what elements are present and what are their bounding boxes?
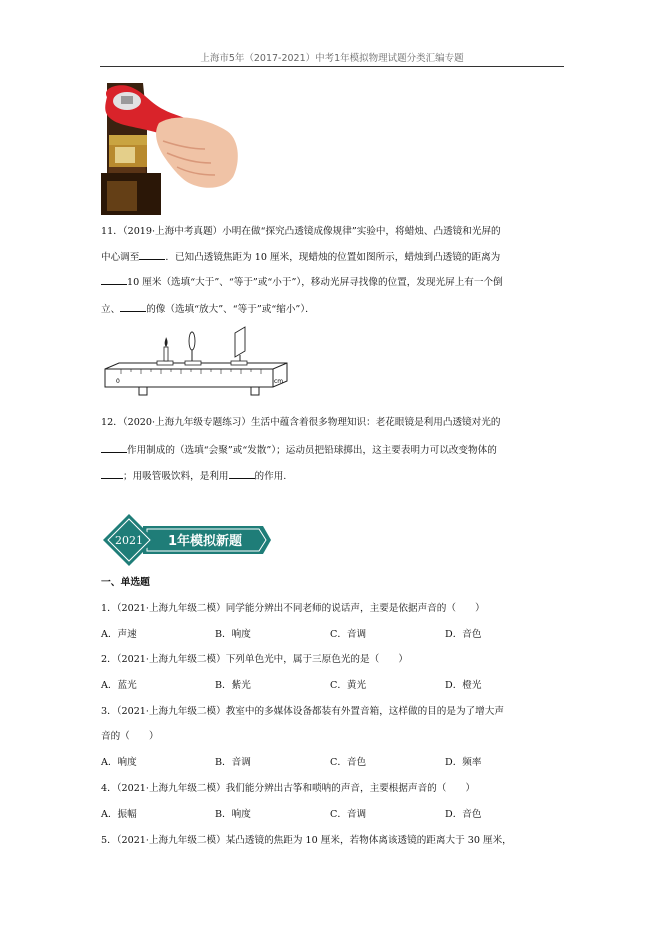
q11-line-4-a: 立、 (101, 304, 121, 315)
bench-unit-label: cm (274, 378, 284, 385)
q2-option-b: B．紫光 (215, 680, 251, 691)
q3-option-c: C．音色 (330, 757, 367, 768)
q4-option-c: C．音调 (330, 809, 367, 820)
q4-option-b: B．响度 (215, 809, 251, 820)
optical-bench-figure (101, 325, 291, 397)
q12-blank-1 (101, 443, 127, 453)
q12-line-2-text: 作用制成的（选填“会聚”或“发散”）；运动员把铅球掷出，这主要表明力可以改变物体的 (127, 445, 497, 456)
q2-option-a: A．蓝光 (101, 680, 137, 691)
banner-title: 1年模拟新题 (167, 534, 243, 549)
q11-line-4 (101, 302, 561, 316)
q3-option-d: D．频率 (445, 757, 482, 768)
section-title: 一、单选题 (101, 577, 150, 588)
q12-line-3-b: 的作用. (254, 471, 287, 482)
banner-year: 2021 (115, 534, 143, 547)
q11-blank-1 (139, 250, 165, 260)
q2-option-c: C．黄光 (330, 680, 367, 691)
q11-line-2-b: ．已知凸透镜焦距为 10 厘米，现蜡烛的位置如图所示，蜡烛到凸透镜的距离为 (165, 252, 501, 263)
q11-blank-3 (120, 302, 146, 312)
q3-option-a: A．响度 (101, 757, 137, 768)
q11-line-2 (101, 250, 561, 264)
q4-option-d: D．音色 (445, 809, 482, 820)
question-4-stem: 4．（2021·上海九年级二模）我们能分辨出古筝和唢呐的声音，主要根据声音的（ ） (101, 783, 476, 794)
q12-blank-3 (229, 469, 255, 479)
q12-line-2 (101, 443, 561, 457)
page-header: 上海市5年（2017-2021）中考1年模拟物理试题分类汇编专题 (200, 53, 464, 64)
q11-line-4-b: 的像（选填“放大”、“等于”或“缩小”）． (146, 304, 315, 315)
q1-option-c: C．音调 (330, 629, 367, 640)
q11-line-2-a: 中心调至 (101, 252, 140, 263)
q3-option-b: B．音调 (215, 757, 251, 768)
q12-line-3-a: ；用吸管吸饮料，是利用 (123, 471, 229, 482)
question-3-stem: 3．（2021·上海九年级二模）教室中的多媒体设备都装有外置音箱，这样做的目的是为了增大声 (101, 706, 504, 717)
q2-option-d: D．橙光 (445, 680, 482, 691)
section-banner (101, 512, 273, 568)
bottle-opener-image (101, 83, 241, 215)
bench-zero-label: 0 (116, 378, 120, 385)
question-1-stem: 1．（2021·上海九年级二模）同学能分辨出不同老师的说话声，主要是依据声音的（ ） (101, 603, 485, 614)
q1-option-b: B．响度 (215, 629, 251, 640)
q11-line-3-a: 10 厘米（选填“大于”、“等于”或“小于”），移动光屏寻找像的位置，发现光屏上有一个倒 (127, 277, 503, 288)
q4-option-a: A．振幅 (101, 809, 137, 820)
q1-option-d: D．音色 (445, 629, 482, 640)
header-divider (100, 66, 564, 67)
q11-blank-2 (101, 275, 127, 285)
q12-line-1: 12．（2020·上海九年级专题练习）生活中蕴含着很多物理知识：老花眼镜是利用凸透镜对光的 (101, 417, 501, 428)
q12-blank-2 (101, 469, 123, 479)
q1-option-a: A．声速 (101, 629, 137, 640)
q11-line-1: 11．（2019·上海中考真题）小明在做“探究凸透镜成像规律”实验中，将蜡烛、凸透镜和光屏的 (101, 226, 501, 237)
q12-line-3 (101, 469, 561, 483)
q11-line-3 (101, 275, 561, 289)
question-2-stem: 2．（2021·上海九年级二模）下列单色光中，属于三原色光的是（ ） (101, 654, 408, 665)
question-5-stem: 5．（2021·上海九年级二模）某凸透镜的焦距为 10 厘米，若物体离该透镜的距离大于 30 厘米， (101, 835, 512, 846)
question-3-stem-cont: 音的（ ） (101, 731, 159, 742)
